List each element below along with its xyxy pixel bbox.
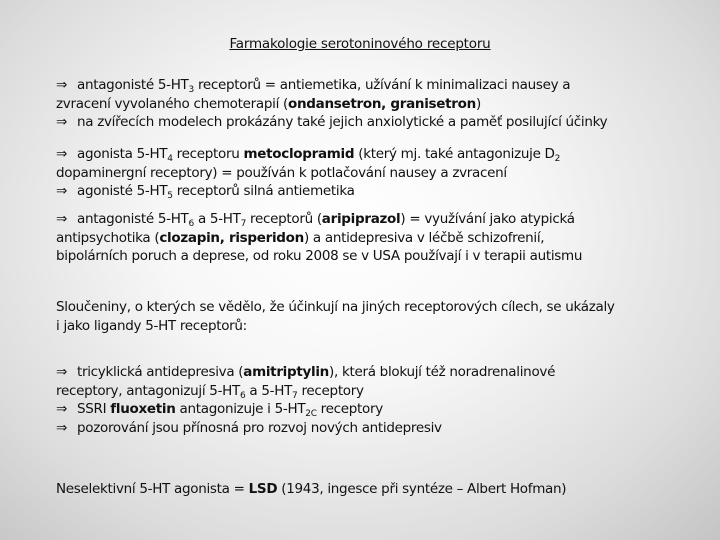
line — [56, 419, 706, 438]
line — [56, 113, 706, 132]
drug-names: ondansetron, granisetron — [288, 95, 476, 112]
text: (který mj. také antagonizuje D — [354, 146, 555, 162]
block-other-targets — [56, 298, 706, 335]
subscript: 7 — [240, 219, 247, 229]
drug-name: fluoxetin — [110, 401, 176, 417]
text: ) — [475, 95, 481, 112]
subscript: 2C — [305, 409, 317, 419]
subscript: 6 — [239, 390, 246, 401]
text: tricyklická antidepresiva ( — [73, 364, 244, 380]
block-5ht3 — [56, 76, 706, 132]
line — [56, 247, 706, 266]
line — [56, 182, 706, 201]
text: pozorování jsou přínosná pro rozvoj nových antidepresiv — [73, 419, 442, 436]
text: antagonisté 5-HT — [73, 77, 189, 93]
arrow-icon: ⇒ — [56, 146, 68, 162]
drug-name: amitriptylin — [243, 364, 329, 380]
subscript: 4 — [167, 154, 173, 164]
line — [56, 95, 706, 114]
subscript: 5 — [167, 191, 173, 201]
arrow-icon: ⇒ — [56, 401, 68, 417]
text: ) = využívání jako atypická — [400, 211, 575, 227]
text: ), která blokují též noradrenalinové — [329, 364, 556, 380]
text: receptory, antagonizují 5-HT — [56, 382, 240, 399]
text: receptorů ( — [246, 211, 322, 227]
subscript: 7 — [292, 390, 298, 401]
line — [56, 480, 706, 499]
block-lsd — [56, 480, 706, 499]
line — [56, 210, 706, 229]
text: na zvířecích modelech prokázány také jejich anxiolytické a paměť posilující účinky — [73, 114, 608, 130]
drug-name: LSD — [248, 481, 278, 497]
text: Sloučeniny, o kterých se vědělo, že účinkují na jiných receptorových cílech, se ukázaly — [56, 299, 615, 315]
text: SSRI — [73, 401, 111, 417]
text: agonisté 5-HT — [73, 183, 168, 199]
line — [56, 400, 706, 419]
text: agonista 5-HT — [73, 146, 168, 162]
text: zvracení vyvolaného chemoterapií ( — [56, 95, 288, 112]
text: i jako ligandy 5-HT receptorů: — [56, 317, 247, 334]
line — [56, 229, 706, 248]
arrow-icon: ⇒ — [56, 211, 68, 227]
text: receptory — [297, 382, 364, 399]
text: receptoru — [172, 146, 244, 162]
subscript: 6 — [188, 219, 194, 229]
text: dopaminergní receptory) = používán k potlačování nausey a zvracení — [56, 164, 507, 181]
line — [56, 76, 706, 95]
text: antipsychotika ( — [56, 229, 160, 246]
arrow-icon: ⇒ — [56, 114, 68, 130]
text: receptory — [316, 401, 383, 417]
line — [56, 298, 706, 317]
block-5ht4 — [56, 145, 706, 201]
subscript: 2 — [554, 154, 561, 164]
arrow-icon: ⇒ — [56, 77, 68, 93]
text: (1943, ingesce při syntéze – Albert Hofman) — [277, 481, 567, 497]
arrow-icon: ⇒ — [56, 364, 68, 380]
drug-names: clozapin, risperidon — [159, 229, 304, 246]
text: Neselektivní 5-HT agonista = — [56, 481, 249, 497]
slide-title: Farmakologie serotoninového receptoru — [229, 36, 491, 52]
line — [56, 363, 706, 382]
text: receptorů silná antiemetika — [172, 183, 355, 199]
block-antidepressants — [56, 363, 706, 437]
text: antagonizuje i 5-HT — [175, 401, 306, 417]
line — [56, 164, 706, 183]
text: a 5-HT — [245, 382, 293, 399]
line — [56, 145, 706, 164]
text: receptorů = antiemetika, užívání k minimalizaci nausey a — [193, 77, 571, 93]
line — [56, 382, 706, 401]
drug-name: aripiprazol — [321, 211, 401, 227]
text: bipolárních poruch a deprese, od roku 2008 se v USA používají i v terapii autismu — [56, 248, 583, 264]
drug-name: metoclopramid — [243, 146, 355, 162]
arrow-icon: ⇒ — [56, 183, 68, 199]
block-5ht6-7 — [56, 210, 706, 266]
text: a 5-HT — [193, 211, 241, 227]
text: ) a antidepresiva v léčbě schizofrenií, — [303, 229, 545, 246]
arrow-icon: ⇒ — [56, 419, 68, 436]
line — [56, 317, 706, 336]
subscript: 3 — [188, 85, 194, 95]
text: antagonisté 5-HT — [73, 211, 189, 227]
